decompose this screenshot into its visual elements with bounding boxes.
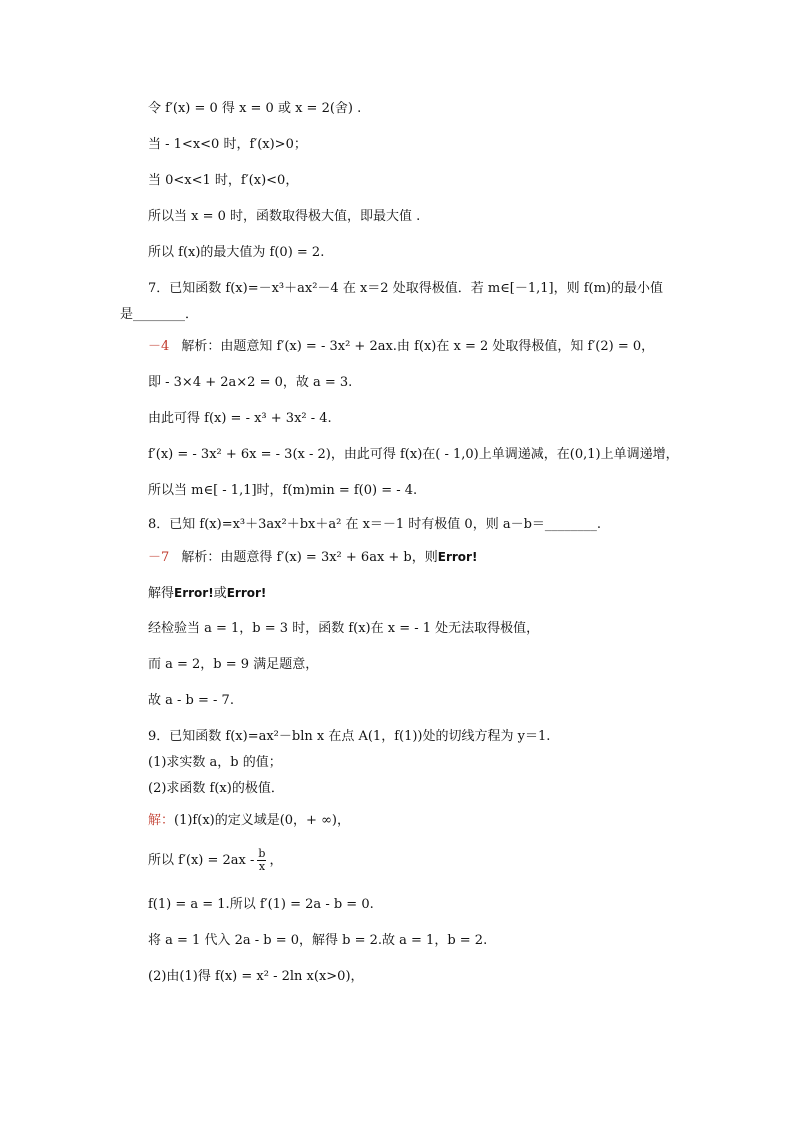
text-line: 故 a - b = - 7.	[148, 693, 234, 708]
solution-9-line	[148, 813, 350, 829]
question-7: 7．已知函数 f(x)=－x³＋ax²－4 在 x＝2 处取得极值．若 m∈[－1,1]，则 f(m)的最小值	[148, 281, 664, 296]
error-marker: Error!	[226, 586, 267, 600]
text-line: 所以 f(x)的最大值为 f(0) = 2.	[148, 245, 325, 260]
analysis-text: 解析：由题意得 f′(x) = 3x² + 6ax + b，则	[181, 550, 438, 565]
text-line: 所以当 m∈[ - 1,1]时，f(m)min = f(0) = - 4.	[148, 483, 418, 498]
question-9: 9．已知函数 f(x)=ax²－bln x 在点 A(1，f(1))处的切线方程为 y＝1.	[148, 729, 551, 744]
text-line: 当 - 1<x<0 时，f′(x)>0；	[148, 137, 307, 152]
text-chunk: 或	[213, 586, 227, 601]
question-7-blank: 是________．	[120, 307, 199, 322]
answer-value: －4	[148, 339, 170, 354]
fraction-denominator: x	[258, 860, 266, 873]
text-line: 令 f′(x) = 0 得 x = 0 或 x = 2(舍) .	[148, 101, 362, 116]
text-chunk: 解得	[148, 586, 175, 601]
text-line: f(1) = a = 1.所以 f′(1) = 2a - b = 0.	[148, 897, 374, 912]
question-9-part-1: (1)求实数 a，b 的值；	[148, 755, 282, 770]
text-line: 当 0<x<1 时，f′(x)<0，	[148, 173, 299, 188]
text-line: 经检验当 a = 1，b = 3 时，函数 f(x)在 x = - 1 处无法取得极值，	[148, 621, 540, 636]
text-line: 即 - 3×4 + 2a×2 = 0，故 a = 3.	[148, 375, 353, 390]
answer-7-line	[148, 339, 654, 355]
text-line	[148, 585, 266, 602]
answer-value: －7	[148, 550, 170, 565]
error-marker: Error!	[174, 586, 214, 600]
question-9-part-2: (2)求函数 f(x)的极值．	[148, 781, 284, 796]
analysis-text: 解析：由题意知 f′(x) = - 3x² + 2ax.由 f(x)在 x = 2 处取得极值，知 f′(2) = 0，	[181, 339, 655, 354]
question-8: 8．已知 f(x)=x³＋3ax²＋bx＋a² 在 x＝－1 时有极值 0，则 a－b＝________.	[148, 517, 602, 532]
text-line: f′(x) = - 3x² + 6x = - 3(x - 2)，由此可得 f(x)在( - 1,0)上单调递减，在(0,1)上单调递增，	[148, 447, 679, 462]
derivative-line	[148, 846, 282, 876]
fraction	[257, 848, 266, 873]
text-line: 而 a = 2，b = 9 满足题意，	[148, 657, 319, 672]
text-line: 所以当 x = 0 时，函数取得极大值，即最大值 .	[148, 209, 421, 224]
text-line: 由此可得 f(x) = - x³ + 3x² - 4.	[148, 411, 332, 426]
fraction-numerator: b	[258, 847, 266, 860]
text-chunk: (1)f(x)的定义域是(0，+ ∞)，	[174, 813, 350, 828]
error-marker: Error!	[437, 550, 478, 564]
text-line: (2)由(1)得 f(x) = x² - 2ln x(x>0)，	[148, 969, 364, 984]
text-chunk: ，	[269, 853, 283, 868]
answer-8-line	[148, 549, 477, 566]
text-chunk: 所以 f′(x) = 2ax -	[148, 853, 255, 868]
solution-label: 解：	[148, 813, 175, 828]
text-line: 将 a = 1 代入 2a - b = 0，解得 b = 2.故 a = 1，b = 2.	[148, 933, 488, 948]
